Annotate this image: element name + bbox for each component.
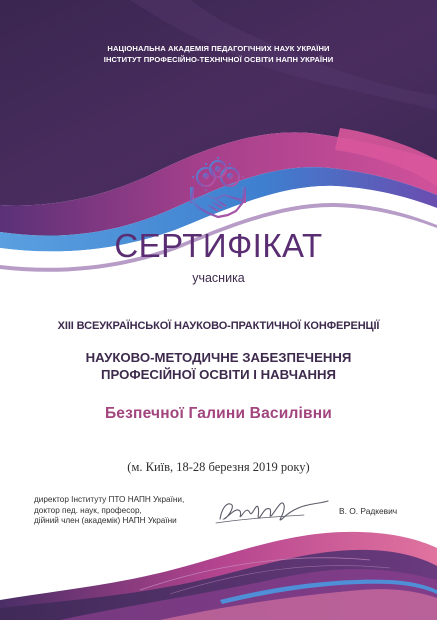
signer-name: В. О. Радкевич <box>339 506 398 516</box>
place-and-date: (м. Київ, 18-28 березня 2019 року) <box>127 460 310 474</box>
signer-position <box>34 495 224 527</box>
conference-name: XIII ВСЕУКРАЇНСЬКОЇ НАУКОВО-ПРАКТИЧНОЇ КОНФЕРЕНЦІЇ <box>57 320 380 332</box>
signer-position-line3: дійний член (академік) НАПН України <box>34 516 177 525</box>
gears-people-handshake-icon <box>178 155 258 227</box>
certificate-title: СЕРТИФІКАТ <box>114 227 323 264</box>
certificate-subtitle: учасника <box>192 271 245 285</box>
academy-name: НАЦІОНАЛЬНА АКАДЕМІЯ ПЕДАГОГІЧНИХ НАУК УКРАЇНИ <box>107 44 330 53</box>
signer-position-line1: директор Інституту ПТО НАПН України, <box>34 495 185 504</box>
signer-position-line2: доктор пед. наук, професор, <box>34 505 142 515</box>
handwritten-signature <box>212 493 332 529</box>
institute-name: ІНСТИТУТ ПРОФЕСІЙНО-ТЕХНІЧНОЇ ОСВІТИ НАПН УКРАЇНИ <box>103 55 334 64</box>
recipient-name: Безпечної Галини Василівни <box>104 405 333 422</box>
conference-topic-line1: НАУКОВО-МЕТОДИЧНЕ ЗАБЕЗПЕЧЕННЯ <box>85 350 352 365</box>
conference-topic-line2: ПРОФЕСІЙНОЇ ОСВІТИ І НАВЧАННЯ <box>100 367 337 382</box>
